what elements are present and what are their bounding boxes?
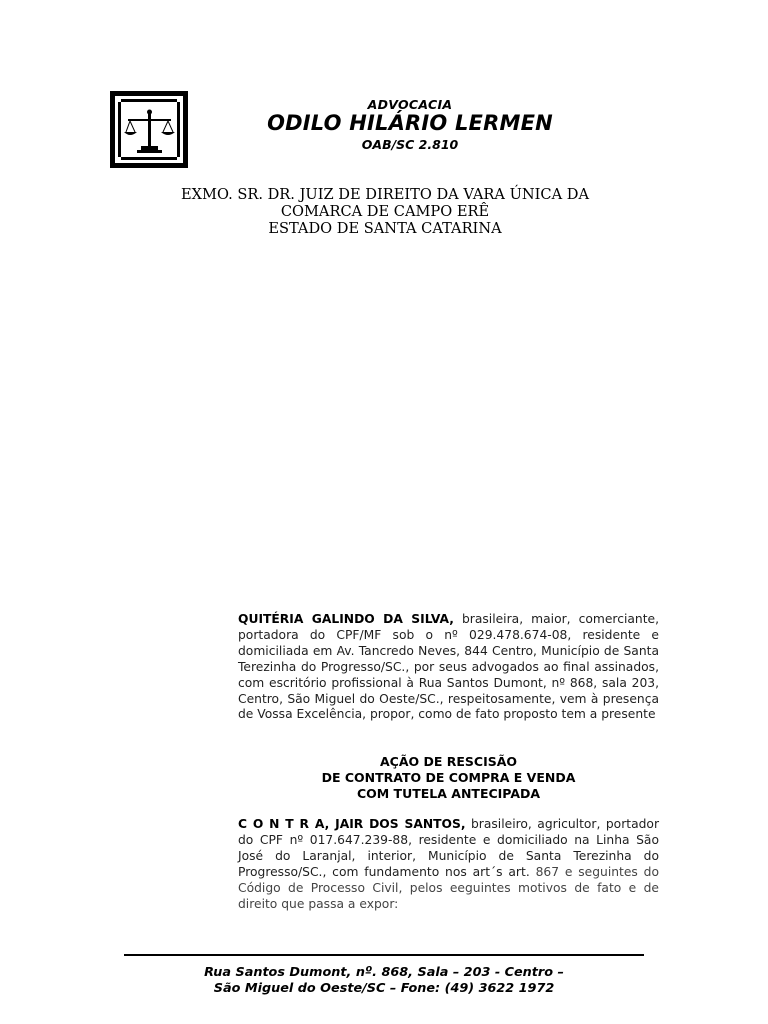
footer-line: São Miguel do Oeste/SC – Fone: (49) 3622 1972 [213, 981, 555, 996]
lawyer-name: ODILO HILÁRIO LERMEN [267, 111, 553, 135]
defendant-paragraph [238, 817, 659, 912]
plaintiff-text: brasileira, maior, comerciante, portadora do CPF/MF sob o nº 029.478.674-08, residente e domiciliada em Av. Tancredo Neves, 844 Centro, Município de Santa Terezinha do Progresso/SC., por seus advogados ao final assinados, com escritório profissional à Rua Santos Dumont, nº 868, sala 203, Centro, São Miguel do Oeste/SC., respeitosamente, vem à presença de Vossa Excelência, propor, como de fato proposto tem a presente [238, 612, 659, 722]
addressee-line: COMARCA DE CAMPO ERÊ [280, 203, 490, 220]
scales-of-justice-icon [110, 91, 188, 168]
addressee-line: ESTADO DE SANTA CATARINA [268, 220, 502, 237]
footer-line: Rua Santos Dumont, nº. 868, Sala – 203 - Centro – [204, 965, 564, 980]
defendant-text-continued: 867 e seguintes do Código de Processo Civil, pelos eeguintes motivos de fato e de direito que passa a expor: [238, 864, 659, 911]
plaintiff-name: QUITÉRIA GALINDO DA SILVA, [238, 612, 454, 626]
defendant-lead: C O N T R A, JAIR DOS SANTOS, [238, 817, 466, 831]
action-title-line: COM TUTELA ANTECIPADA [356, 786, 541, 801]
defendant-text: brasileiro, agricultor, portador do CPF nº 017.647.239-88, residente e domiciliado na Linha São José do Laranjal, interior, Município de Santa Terezinha do Progresso/SC., com fundamento nos art´s art. [238, 817, 659, 879]
addressee-line: EXMO. SR. DR. JUIZ DE DIREITO DA VARA ÚNICA DA [180, 186, 590, 203]
oab-number: OAB/SC 2.810 [361, 137, 459, 152]
letterhead-label: ADVOCACIA [367, 97, 453, 112]
action-title-line: DE CONTRATO DE COMPRA E VENDA [321, 770, 576, 785]
addressee-block [140, 186, 630, 237]
action-title-line: AÇÃO DE RESCISÃO [379, 754, 518, 769]
footer-divider [124, 954, 644, 956]
footer-address [124, 965, 644, 997]
plaintiff-paragraph [238, 612, 659, 723]
action-title [238, 754, 659, 802]
